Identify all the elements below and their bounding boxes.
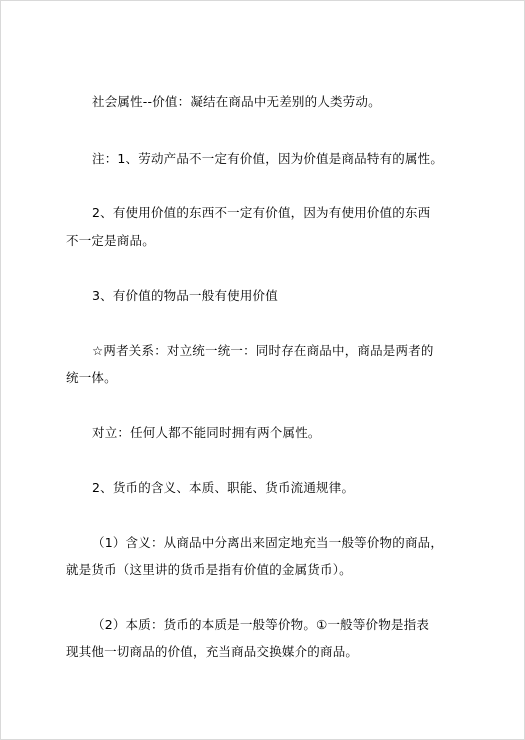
text-line: 不一定是商品。 (66, 233, 155, 248)
text-line: 就是货币（这里讲的货币是指有价值的金属货币）。 (66, 562, 352, 577)
text-line: （1）含义：从商品中分离出来固定地充当一般等价物的商品， (92, 535, 444, 550)
text-line: 3、有价值的物品一般有使用价值 (92, 288, 278, 303)
text-line: 注：1、劳动产品不一定有价值，因为价值是商品特有的属性。 (92, 151, 444, 166)
text-line: 对立：任何人都不能同时拥有两个属性。 (92, 425, 321, 440)
text-line: 现其他一切商品的价值，充当商品交换媒介的商品。 (66, 644, 359, 659)
text-line: （2）本质：货币的本质是一般等价物。①一般等价物是指表 (92, 617, 430, 632)
text-line: 2、有使用价值的东西不一定有价值，因为有使用价值的东西 (92, 205, 431, 220)
text-line: 社会属性--价值：凝结在商品中无差别的人类劳动。 (92, 94, 381, 109)
text-line: 统一体。 (66, 370, 117, 385)
text-line: ☆两者关系：对立统一统一：同时存在商品中，商品是两者的 (92, 343, 434, 358)
text-line: 2、货币的含义、本质、职能、货币流通规律。 (92, 480, 355, 495)
